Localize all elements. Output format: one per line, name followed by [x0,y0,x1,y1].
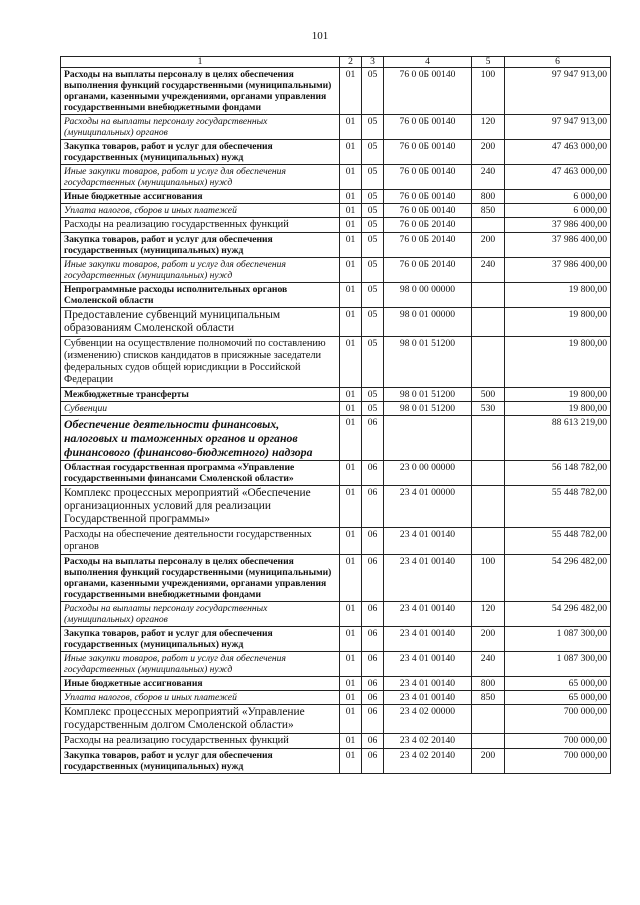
row-amount-cell: 97 947 913,00 [505,115,611,140]
row-expense-type-cell: 240 [472,258,505,283]
row-target-article-cell: 98 0 01 51200 [384,388,472,402]
row-target-article-cell: 23 4 01 00000 [384,486,472,528]
row-expense-type-cell: 240 [472,652,505,677]
row-subsection-cell: 06 [362,734,384,749]
row-section-cell: 01 [340,652,362,677]
table-row [61,402,611,416]
row-subsection-cell: 06 [362,652,384,677]
row-subsection-cell: 05 [362,165,384,190]
row-amount-cell: 47 463 000,00 [505,140,611,165]
row-expense-type-cell [472,486,505,528]
row-section-cell: 01 [340,204,362,218]
row-subsection-cell: 05 [362,190,384,204]
row-subsection-cell: 06 [362,461,384,486]
row-section-cell: 01 [340,165,362,190]
row-amount-cell: 37 986 400,00 [505,233,611,258]
row-subsection-cell: 05 [362,204,384,218]
row-name-cell: Расходы на выплаты персоналу в целях обеспечения выполнения функций государственными (муниципальными) органами, казенными учреждениями, органами управления государственными внебюджетными фондами [61,68,340,115]
row-name-cell: Расходы на выплаты персоналу государственных (муниципальных) органов [61,602,340,627]
row-subsection-cell: 05 [362,308,384,337]
row-name-cell: Расходы на реализацию государственных функций [61,734,340,749]
row-expense-type-cell: 530 [472,402,505,416]
table-row [61,283,611,308]
row-section-cell: 01 [340,308,362,337]
table-row [61,749,611,774]
table-row [61,652,611,677]
row-amount-cell: 37 986 400,00 [505,218,611,233]
row-expense-type-cell [472,283,505,308]
row-target-article-cell: 23 4 01 00140 [384,528,472,555]
row-target-article-cell: 76 0 0Б 20140 [384,233,472,258]
row-subsection-cell: 06 [362,602,384,627]
column-header: 4 [384,57,472,68]
row-section-cell: 01 [340,115,362,140]
row-amount-cell: 54 296 482,00 [505,555,611,602]
row-name-cell: Субвенции на осуществление полномочий по составлению (изменению) списков кандидатов в присяжные заседатели федеральных судов общей юрисдикции в Российской Федерации [61,337,340,388]
row-name-cell: Закупка товаров, работ и услуг для обеспечения государственных (муниципальных) нужд [61,749,340,774]
row-amount-cell: 55 448 782,00 [505,528,611,555]
row-subsection-cell: 06 [362,705,384,734]
table-row [61,627,611,652]
row-expense-type-cell: 200 [472,233,505,258]
table-row [61,602,611,627]
row-expense-type-cell: 120 [472,115,505,140]
row-subsection-cell: 06 [362,486,384,528]
row-name-cell: Иные бюджетные ассигнования [61,190,340,204]
column-header: 5 [472,57,505,68]
row-target-article-cell: 23 4 02 20140 [384,734,472,749]
row-name-cell: Закупка товаров, работ и услуг для обеспечения государственных (муниципальных) нужд [61,627,340,652]
row-expense-type-cell: 100 [472,555,505,602]
table-row [61,486,611,528]
row-name-cell: Комплекс процессных мероприятий «Управление государственным долгом Смоленской области» [61,705,340,734]
row-subsection-cell: 06 [362,749,384,774]
table-body [61,68,611,774]
column-header: 2 [340,57,362,68]
row-section-cell: 01 [340,461,362,486]
row-target-article-cell: 76 0 0Б 20140 [384,258,472,283]
row-amount-cell: 88 613 219,00 [505,416,611,461]
table-row [61,140,611,165]
row-expense-type-cell: 200 [472,627,505,652]
row-name-cell: Закупка товаров, работ и услуг для обеспечения государственных (муниципальных) нужд [61,233,340,258]
row-amount-cell: 47 463 000,00 [505,165,611,190]
row-expense-type-cell [472,218,505,233]
row-amount-cell: 19 800,00 [505,283,611,308]
row-section-cell: 01 [340,677,362,691]
row-expense-type-cell [472,734,505,749]
row-section-cell: 01 [340,388,362,402]
page-number: 101 [311,30,329,42]
row-section-cell: 01 [340,190,362,204]
row-subsection-cell: 05 [362,218,384,233]
row-section-cell: 01 [340,258,362,283]
row-name-cell: Иные бюджетные ассигнования [61,677,340,691]
row-section-cell: 01 [340,486,362,528]
row-target-article-cell: 23 4 01 00140 [384,677,472,691]
row-target-article-cell: 76 0 0Б 00140 [384,115,472,140]
row-expense-type-cell: 100 [472,68,505,115]
row-amount-cell: 97 947 913,00 [505,68,611,115]
row-target-article-cell: 23 4 01 00140 [384,652,472,677]
row-name-cell: Уплата налогов, сборов и иных платежей [61,691,340,705]
row-expense-type-cell [472,337,505,388]
row-name-cell: Обеспечение деятельности финансовых, налоговых и таможенных органов и органов финансового (финансово-бюджетного) надзора [61,416,340,461]
row-target-article-cell: 76 0 0Б 00140 [384,68,472,115]
row-name-cell: Закупка товаров, работ и услуг для обеспечения государственных (муниципальных) нужд [61,140,340,165]
row-section-cell: 01 [340,691,362,705]
row-amount-cell: 65 000,00 [505,677,611,691]
row-target-article-cell: 76 0 0Б 00140 [384,165,472,190]
column-header: 6 [505,57,611,68]
row-expense-type-cell: 500 [472,388,505,402]
row-target-article-cell: 23 4 01 00140 [384,555,472,602]
row-expense-type-cell: 120 [472,602,505,627]
row-amount-cell: 19 800,00 [505,402,611,416]
table-row [61,337,611,388]
row-name-cell: Расходы на выплаты персоналу в целях обеспечения выполнения функций государственными (муниципальными) органами, казенными учреждениями, органами управления государственными внебюджетными фондами [61,555,340,602]
row-target-article-cell: 76 0 0Б 00140 [384,190,472,204]
row-section-cell: 01 [340,233,362,258]
table-row [61,115,611,140]
row-target-article-cell: 98 0 01 00000 [384,308,472,337]
table-header-row [61,57,611,68]
row-subsection-cell: 05 [362,233,384,258]
row-target-article-cell [384,416,472,461]
row-subsection-cell: 05 [362,402,384,416]
table-row [61,258,611,283]
row-target-article-cell: 23 4 02 00000 [384,705,472,734]
row-name-cell: Комплекс процессных мероприятий «Обеспечение организационных условий для реализации Государственной программы» [61,486,340,528]
column-header: 3 [362,57,384,68]
row-amount-cell: 700 000,00 [505,749,611,774]
row-expense-type-cell: 800 [472,190,505,204]
row-name-cell: Межбюджетные трансферты [61,388,340,402]
table-row [61,528,611,555]
table-row [61,233,611,258]
row-target-article-cell: 23 4 02 20140 [384,749,472,774]
table-row [61,190,611,204]
row-section-cell: 01 [340,749,362,774]
row-section-cell: 01 [340,627,362,652]
row-expense-type-cell: 240 [472,165,505,190]
table-row [61,677,611,691]
row-name-cell: Уплата налогов, сборов и иных платежей [61,204,340,218]
row-target-article-cell: 76 0 0Б 00140 [384,204,472,218]
row-amount-cell: 6 000,00 [505,204,611,218]
row-amount-cell: 1 087 300,00 [505,652,611,677]
row-name-cell: Расходы на выплаты персоналу государственных (муниципальных) органов [61,115,340,140]
table-row [61,705,611,734]
row-subsection-cell: 05 [362,337,384,388]
row-target-article-cell: 23 0 00 00000 [384,461,472,486]
row-section-cell: 01 [340,555,362,602]
row-amount-cell: 700 000,00 [505,734,611,749]
row-subsection-cell: 06 [362,416,384,461]
table-row [61,461,611,486]
row-expense-type-cell [472,308,505,337]
row-expense-type-cell: 800 [472,677,505,691]
row-target-article-cell: 98 0 00 00000 [384,283,472,308]
row-expense-type-cell: 850 [472,204,505,218]
row-name-cell: Субвенции [61,402,340,416]
table-row [61,388,611,402]
row-name-cell: Расходы на реализацию государственных функций [61,218,340,233]
row-subsection-cell: 06 [362,677,384,691]
row-subsection-cell: 06 [362,528,384,555]
row-subsection-cell: 05 [362,68,384,115]
row-amount-cell: 55 448 782,00 [505,486,611,528]
row-amount-cell: 19 800,00 [505,388,611,402]
row-amount-cell: 6 000,00 [505,190,611,204]
row-target-article-cell: 23 4 01 00140 [384,691,472,705]
row-amount-cell: 65 000,00 [505,691,611,705]
row-expense-type-cell [472,416,505,461]
row-name-cell: Иные закупки товаров, работ и услуг для обеспечения государственных (муниципальных) нужд [61,258,340,283]
row-expense-type-cell: 200 [472,749,505,774]
table-row [61,416,611,461]
row-target-article-cell: 98 0 01 51200 [384,337,472,388]
row-expense-type-cell: 850 [472,691,505,705]
table-row [61,555,611,602]
table-row [61,68,611,115]
row-section-cell: 01 [340,283,362,308]
row-amount-cell: 19 800,00 [505,337,611,388]
table-row [61,734,611,749]
column-header: 1 [61,57,340,68]
row-target-article-cell: 76 0 0Б 00140 [384,140,472,165]
row-expense-type-cell: 200 [472,140,505,165]
row-section-cell: 01 [340,68,362,115]
row-subsection-cell: 06 [362,555,384,602]
table-row [61,204,611,218]
row-expense-type-cell [472,705,505,734]
row-amount-cell: 1 087 300,00 [505,627,611,652]
row-target-article-cell: 23 4 01 00140 [384,602,472,627]
table-row [61,308,611,337]
budget-table [60,56,611,774]
row-amount-cell: 56 148 782,00 [505,461,611,486]
row-amount-cell: 19 800,00 [505,308,611,337]
table-row [61,165,611,190]
row-name-cell: Расходы на обеспечение деятельности государственных органов [61,528,340,555]
row-expense-type-cell [472,528,505,555]
row-amount-cell: 700 000,00 [505,705,611,734]
row-target-article-cell: 76 0 0Б 20140 [384,218,472,233]
row-name-cell: Непрограммные расходы исполнительных органов Смоленской области [61,283,340,308]
row-section-cell: 01 [340,416,362,461]
row-subsection-cell: 05 [362,258,384,283]
row-section-cell: 01 [340,140,362,165]
row-section-cell: 01 [340,734,362,749]
table-row [61,691,611,705]
row-section-cell: 01 [340,218,362,233]
row-section-cell: 01 [340,705,362,734]
row-section-cell: 01 [340,337,362,388]
row-target-article-cell: 23 4 01 00140 [384,627,472,652]
row-subsection-cell: 05 [362,140,384,165]
row-subsection-cell: 05 [362,115,384,140]
row-section-cell: 01 [340,528,362,555]
row-subsection-cell: 05 [362,283,384,308]
row-name-cell: Предоставление субвенций муниципальным образованиям Смоленской области [61,308,340,337]
row-section-cell: 01 [340,602,362,627]
row-name-cell: Иные закупки товаров, работ и услуг для обеспечения государственных (муниципальных) нужд [61,652,340,677]
row-subsection-cell: 06 [362,627,384,652]
row-subsection-cell: 06 [362,691,384,705]
row-target-article-cell: 98 0 01 51200 [384,402,472,416]
row-section-cell: 01 [340,402,362,416]
row-name-cell: Областная государственная программа «Управление государственными финансами Смоленской области» [61,461,340,486]
row-name-cell: Иные закупки товаров, работ и услуг для обеспечения государственных (муниципальных) нужд [61,165,340,190]
row-subsection-cell: 05 [362,388,384,402]
row-amount-cell: 54 296 482,00 [505,602,611,627]
table-row [61,218,611,233]
row-amount-cell: 37 986 400,00 [505,258,611,283]
row-expense-type-cell [472,461,505,486]
